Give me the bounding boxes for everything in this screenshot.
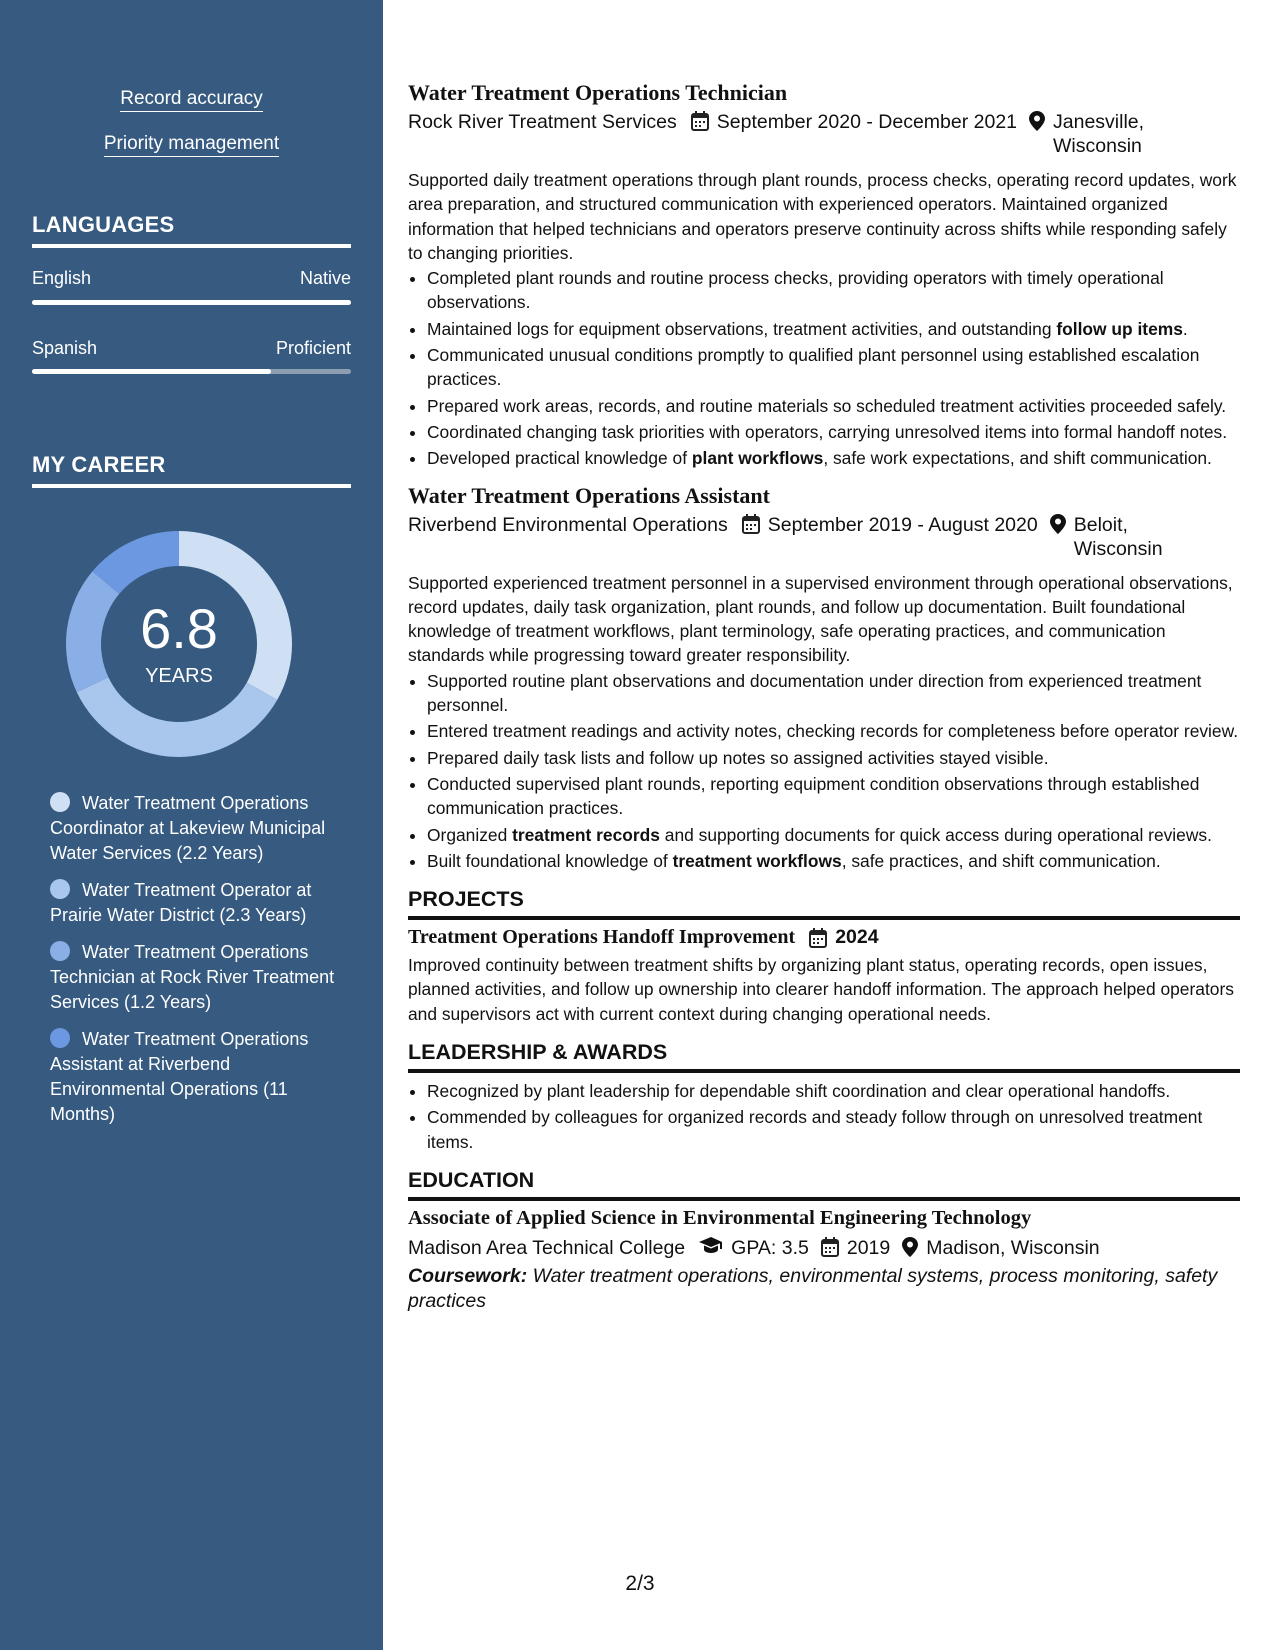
education-location: Madison, Wisconsin <box>902 1236 1099 1260</box>
calendar-icon <box>821 1237 839 1257</box>
legend-dot-icon <box>50 792 70 812</box>
calendar-icon <box>809 928 827 948</box>
job-meta <box>408 110 1240 158</box>
language-name: English <box>32 268 92 288</box>
career-list-item: Water Treatment Operations Technician at Rock River Treatment Services (1.2 Years) <box>50 942 335 1012</box>
legend-dot-icon <box>50 879 70 899</box>
job-entry <box>408 481 1240 874</box>
job-bullet: • Entered treatment readings and activity notes, checking records for completeness before operator review. <box>427 719 1240 743</box>
job-entry <box>408 78 1240 471</box>
language-proficiency-fill <box>32 300 351 305</box>
language-proficiency-bar <box>32 300 351 305</box>
job-bullet: • Built foundational knowledge of treatment workflows, safe practices, and shift communication. <box>427 849 1240 873</box>
job-dates: September 2020 - December 2021 <box>691 110 1017 134</box>
career-list-item: Water Treatment Operator at Prairie Water District (2.3 Years) <box>50 880 312 925</box>
career-list-item: Water Treatment Operations Assistant at Riverbend Environmental Operations (11 Months) <box>50 1029 309 1124</box>
location-pin-icon <box>1050 514 1066 534</box>
skill-item: Record accuracy <box>0 88 383 110</box>
languages-heading: LANGUAGES <box>32 212 351 248</box>
education-heading: EDUCATION <box>408 1168 1240 1201</box>
job-dates: September 2019 - August 2020 <box>742 513 1038 537</box>
language-level: Native <box>299 268 351 288</box>
job-bullet: • Organized treatment records and supporting documents for quick access during operational reviews. <box>427 823 1240 847</box>
job-bullet: • Conducted supervised plant rounds, reporting equipment condition observations through established communication practices. <box>427 772 1240 821</box>
legend-dot-icon <box>50 1028 70 1048</box>
education-gpa: GPA: 3.5 <box>699 1236 809 1260</box>
job-title: Water Treatment Operations Assistant <box>408 482 770 508</box>
job-meta <box>408 513 1240 561</box>
project-header <box>408 926 1240 949</box>
page-number: 2/3 <box>625 1572 655 1595</box>
project-description: Improved continuity between treatment shifts by organizing plant status, operating records, open issues, planned activities, and follow up ownership into clearer handoff information. The approach helped operators and supervisors act with current context during changing operational needs. <box>408 955 1234 1024</box>
education-year: 2019 <box>821 1236 890 1260</box>
location-pin-icon <box>1029 111 1045 131</box>
projects-heading: PROJECTS <box>408 887 1240 920</box>
skill-item: Priority management <box>0 133 383 155</box>
job-bullet: • Completed plant rounds and routine process checks, providing operators with timely operational observations. <box>427 266 1240 315</box>
leadership-list <box>408 1079 1240 1154</box>
job-bullets <box>408 669 1240 873</box>
job-location: Janesville, Wisconsin <box>1029 110 1144 158</box>
main-content <box>408 78 1240 1314</box>
sidebar <box>0 0 383 1650</box>
education-school: Madison Area Technical College <box>408 1236 686 1259</box>
job-summary: Supported experienced treatment personnel in a supervised environment through operational observations, record updates, daily task organization, plant rounds, and follow up documentation. Built foundational knowledge of treatment workflows, plant terminology, safe operating practices, and communication standards while progressing toward greater responsibility. <box>408 572 1233 666</box>
donut-slice <box>77 677 277 757</box>
career-list-item: Water Treatment Operations Coordinator at Lakeview Municipal Water Services (2.2 Years) <box>50 793 326 863</box>
language-name: Spanish <box>32 338 98 358</box>
career-total-value: 6.8 <box>140 597 218 660</box>
leadership-heading: LEADERSHIP & AWARDS <box>408 1040 1240 1073</box>
calendar-icon <box>691 111 709 131</box>
job-bullet: • Communicated unusual conditions promptly to qualified plant personnel using established escalation practices. <box>427 343 1240 392</box>
job-bullet: • Prepared daily task lists and follow up notes so assigned activities stayed visible. <box>427 746 1240 770</box>
job-bullet: • Prepared work areas, records, and routine materials so scheduled treatment activities proceeded safely. <box>427 394 1240 418</box>
leadership-item: • Recognized by plant leadership for dependable shift coordination and clear operational handoffs. <box>427 1079 1240 1103</box>
education-degree: Associate of Applied Science in Environmental Engineering Technology <box>408 1206 1032 1229</box>
location-pin-icon <box>902 1237 918 1257</box>
job-title: Water Treatment Operations Technician <box>408 80 788 105</box>
graduation-cap-icon <box>699 1237 723 1255</box>
leadership-item: • Commended by colleagues for organized records and steady follow through on unresolved treatment items. <box>427 1105 1240 1154</box>
legend-dot-icon <box>50 941 70 961</box>
language-proficiency-bar <box>32 369 351 374</box>
job-company: Rock River Treatment Services <box>408 111 677 133</box>
education-meta <box>408 1236 1240 1260</box>
job-location: Beloit, Wisconsin <box>1050 513 1163 561</box>
language-level: Proficient <box>275 338 351 358</box>
job-bullet: • Maintained logs for equipment observations, treatment activities, and outstanding follow up items. <box>427 317 1240 341</box>
project-title: Treatment Operations Handoff Improvement <box>408 926 796 949</box>
job-bullet: • Coordinated changing task priorities with operators, carrying unresolved items into formal handoff notes. <box>427 420 1240 444</box>
language-row <box>32 268 351 289</box>
language-proficiency-fill <box>32 369 271 374</box>
career-heading: MY CAREER <box>32 452 351 488</box>
calendar-icon <box>742 514 760 534</box>
job-bullets <box>408 266 1240 470</box>
project-year: 2024 <box>835 926 879 949</box>
job-bullet: • Supported routine plant observations and documentation under direction from experienced treatment personnel. <box>427 669 1240 718</box>
job-bullet: • Developed practical knowledge of plant workflows, safe work expectations, and shift communication. <box>427 446 1240 470</box>
job-company: Riverbend Environmental Operations <box>408 513 728 536</box>
career-total-unit: YEARS <box>145 665 213 687</box>
job-summary: Supported daily treatment operations through plant rounds, process checks, operating record updates, work area preparation, and structured communication with experienced operators. Maintained organized information that helped technicians and operators preserve continuity across shifts while responding safely to changing priorities. <box>408 170 1237 263</box>
career-list <box>50 791 340 1139</box>
language-row <box>32 338 351 359</box>
education-coursework: Coursework: Water treatment operations, environmental systems, process monitoring, safety practices <box>408 1264 1218 1312</box>
